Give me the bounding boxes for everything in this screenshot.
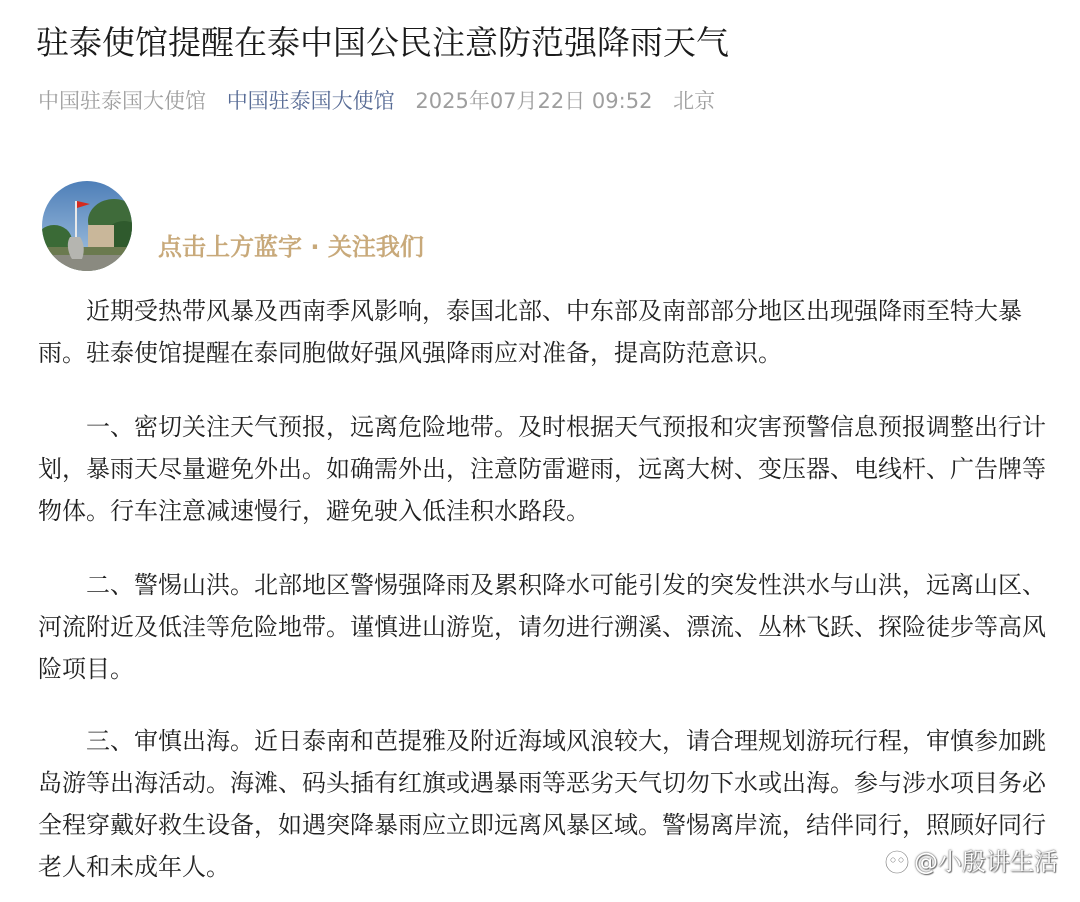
- article-meta: [38, 86, 715, 116]
- watermark: [884, 846, 1058, 878]
- account-name-link[interactable]: 中国驻泰国大使馆: [226, 89, 395, 113]
- avatar-photo: [42, 181, 132, 271]
- paragraph-flash-flood: 二、警惕山洪。北部地区警惕强降雨及累积降水可能引发的突发性洪水与山洪，远离山区、河流附近及低洼等危险地带。谨慎进山游览，请勿进行溯溪、漂流、丛林飞跃、探险徒步等高风险项目。: [38, 571, 1046, 683]
- watermark-text: @小殷讲生活: [914, 848, 1058, 876]
- paragraph-sea-caution: 三、审慎出海。近日泰南和芭提雅及附近海域风浪较大，请合理规划游玩行程，审慎参加跳岛游等出海活动。海滩、码头插有红旗或遇暴雨等恶劣天气切勿下水或出海。参与涉水项目务必全程穿戴好救生设备，如遇突降暴雨应立即远离风暴区域。警惕离岸流，结伴同行，照顾好同行老人和未成年人。: [38, 727, 1046, 881]
- paragraph-weather-forecast: 一、密切关注天气预报，远离危险地带。及时根据天气预报和灾害预警信息预报调整出行计划，暴雨天尽量避免外出。如确需外出，注意防雷避雨，远离大树、变压器、电线杆、广告牌等物体。行车注意减速慢行，避免驶入低洼积水路段。: [38, 413, 1046, 525]
- article-title: 驻泰使馆提醒在泰中国公民注意防范强降雨天气: [36, 23, 729, 62]
- publish-datetime: 2025年07月22日 09:52: [415, 89, 653, 113]
- follow-prompt[interactable]: 点击上方蓝字 · 关注我们: [158, 233, 424, 261]
- publish-location: 北京: [673, 89, 716, 113]
- platform-logo-icon: [884, 849, 910, 875]
- article-source: 中国驻泰国大使馆: [38, 89, 206, 113]
- account-avatar[interactable]: [42, 181, 132, 271]
- paragraph-intro: 近期受热带风暴及西南季风影响，泰国北部、中东部及南部部分地区出现强降雨至特大暴雨。驻泰使馆提醒在泰同胞做好强风强降雨应对准备，提高防范意识。: [38, 297, 1022, 367]
